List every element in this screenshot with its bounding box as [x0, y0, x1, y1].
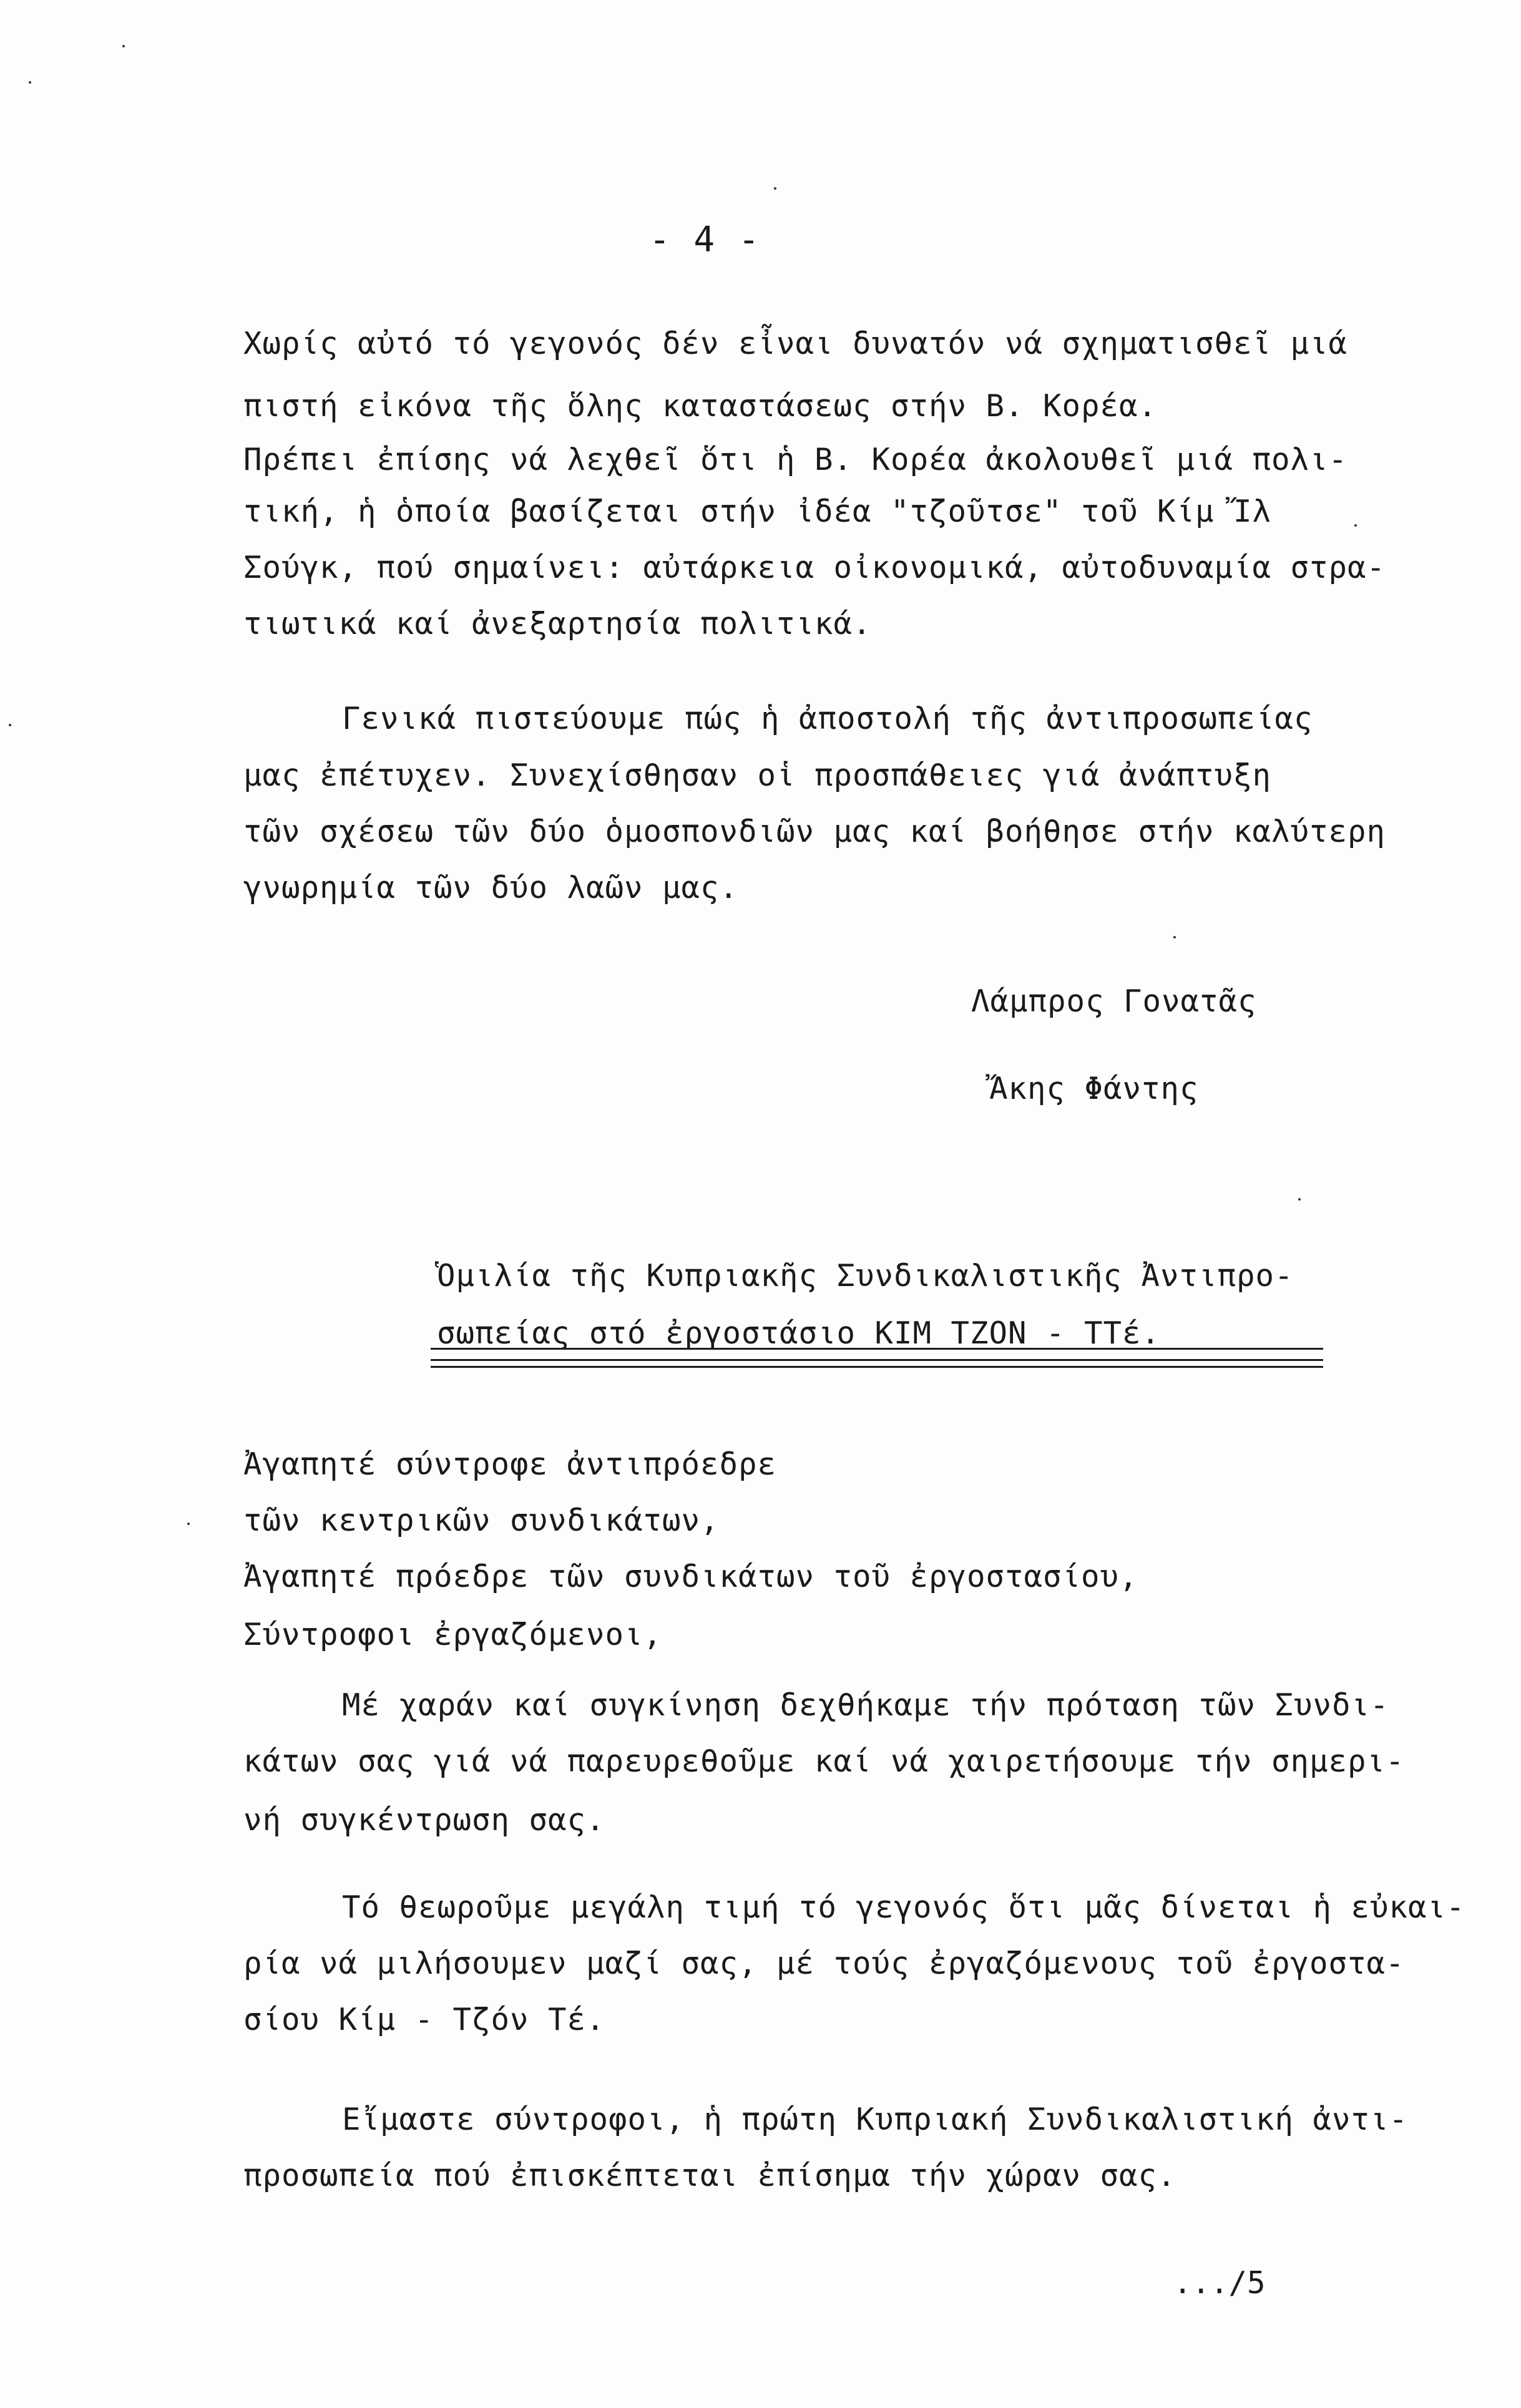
signatory-name: Ἄκης Φάντης [989, 1071, 1199, 1106]
heading-line: Ὁμιλία τῆς Κυπριακῆς Συνδικαλιστικῆς Ἀντιπρο- [437, 1258, 1294, 1294]
text-line: γνωρημία τῶν δύο λαῶν μας. [243, 870, 739, 905]
signatory-name: Λάμπρος Γονατᾶς [971, 983, 1257, 1019]
text-line: μας ἐπέτυχεν. Συνεχίσθησαν οἱ προσπάθειες γιά ἀνάπτυξη [243, 758, 1272, 793]
text-line: σίου Κίμ - Τζόν Τέ. [243, 2002, 605, 2037]
heading-line: σωπείας στό ἐργοστάσιο ΚΙΜ ΤΖΟΝ - ΤΤέ. [437, 1315, 1161, 1351]
text-line: Σούγκ, πού σημαίνει: αὐτάρκεια οἰκονομικά, αὐτοδυναμία στρα- [243, 550, 1386, 585]
text-line: Πρέπει ἐπίσης νά λεχθεῖ ὅτι ἡ Β. Κορέα ἀκολουθεῖ μιά πολι- [243, 442, 1348, 477]
text-line: τιωτικά καί ἀνεξαρτησία πολιτικά. [243, 606, 872, 641]
text-line: νή συγκέντρωση σας. [243, 1802, 605, 1838]
text-line: Τό θεωροῦμε μεγάλη τιμή τό γεγονός ὅτι μᾶς δίνεται ἡ εὐκαι- [342, 1889, 1465, 1925]
scan-speck [1298, 1198, 1301, 1201]
text-line: Εἴμαστε σύντροφοι, ἡ πρώτη Κυπριακή Συνδικαλιστική ἀντι- [342, 2102, 1409, 2137]
scan-speck [29, 81, 31, 84]
scan-speck [774, 187, 776, 190]
text-line: τική, ἡ ὁποία βασίζεται στήν ἰδέα "τζοῦτσε" τοῦ Κίμ Ἴλ [243, 494, 1272, 529]
page-number: - 4 - [649, 220, 761, 260]
scan-speck [1173, 936, 1176, 938]
text-line: Γενικά πιστεύουμε πώς ἡ ἀποστολή τῆς ἀντιπροσωπείας [342, 701, 1313, 736]
heading-underline [431, 1348, 1323, 1350]
text-line: ρία νά μιλήσουμεν μαζί σας, μέ τούς ἐργαζόμενους τοῦ ἐργοστα- [243, 1946, 1405, 1981]
text-line: τῶν κεντρικῶν συνδικάτων, [243, 1503, 720, 1538]
scan-speck [9, 724, 11, 726]
text-line: προσωπεία πού ἐπισκέπτεται ἐπίσημα τήν χώραν σας. [243, 2158, 1176, 2193]
text-line: Ἀγαπητέ σύντροφε ἀντιπρόεδρε [243, 1446, 777, 1482]
text-line: τῶν σχέσεω τῶν δύο ὁμοσπονδιῶν μας καί βοήθησε στήν καλύτερη [243, 814, 1386, 849]
text-line: Ἀγαπητέ πρόεδρε τῶν συνδικάτων τοῦ ἐργοστασίου, [243, 1559, 1138, 1594]
text-line: Χωρίς αὐτό τό γεγονός δέν εἶναι δυνατόν νά σχηματισθεῖ μιά [243, 326, 1348, 361]
text-line: Μέ χαράν καί συγκίνηση δεχθήκαμε τήν πρόταση τῶν Συνδι- [342, 1687, 1389, 1723]
text-line: πιστή εἰκόνα τῆς ὅλης καταστάσεως στήν Β. Κορέα. [243, 388, 1158, 424]
heading-double-underline [431, 1359, 1323, 1368]
scan-speck [1354, 524, 1357, 527]
scan-speck [122, 45, 125, 47]
page-continuation: .../5 [1173, 2265, 1266, 2301]
text-line: Σύντροφοι ἐργαζόμενοι, [243, 1617, 663, 1652]
scan-speck [187, 1523, 190, 1525]
text-line: κάτων σας γιά νά παρευρεθοῦμε καί νά χαιρετήσουμε τήν σημερι- [243, 1743, 1405, 1779]
